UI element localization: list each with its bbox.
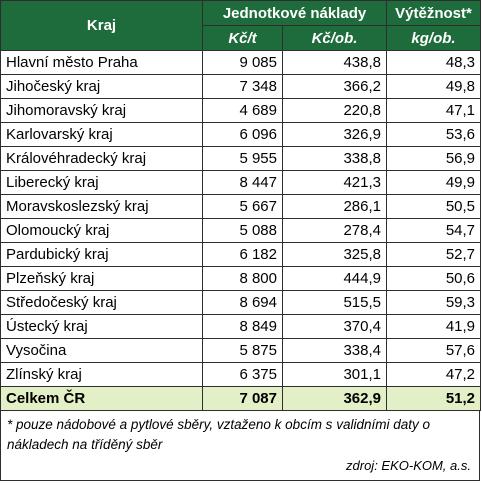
table-row xyxy=(1,339,481,363)
region-cell: Vysočina xyxy=(1,339,203,363)
table-row xyxy=(1,123,481,147)
kg-per-ob-cell: 50,5 xyxy=(387,195,481,219)
kc-per-t-cell: 8 447 xyxy=(203,171,283,195)
region-cell: Pardubický kraj xyxy=(1,243,203,267)
kc-per-t-cell: 6 182 xyxy=(203,243,283,267)
kc-per-ob-cell: 220,8 xyxy=(283,99,387,123)
kg-per-ob-cell: 59,3 xyxy=(387,291,481,315)
table-row xyxy=(1,147,481,171)
kg-per-ob-cell: 47,2 xyxy=(387,363,481,387)
footnote-box xyxy=(0,411,480,481)
kg-per-ob-cell: 50,6 xyxy=(387,267,481,291)
kc-per-ob-cell: 286,1 xyxy=(283,195,387,219)
header-kc-per-ob: Kč/ob. xyxy=(283,26,387,51)
kc-per-t-cell: 5 955 xyxy=(203,147,283,171)
kc-per-t-cell: 7 348 xyxy=(203,75,283,99)
table-header xyxy=(1,1,481,51)
table-row xyxy=(1,219,481,243)
region-cell: Liberecký kraj xyxy=(1,171,203,195)
region-cell: Moravskoslezský kraj xyxy=(1,195,203,219)
kc-per-ob-cell: 338,4 xyxy=(283,339,387,363)
kc-per-t-cell: 6 096 xyxy=(203,123,283,147)
kc-per-t-cell: 4 689 xyxy=(203,99,283,123)
kc-per-t-cell: 5 667 xyxy=(203,195,283,219)
table-row xyxy=(1,363,481,387)
header-yield: Výtěžnost* xyxy=(387,1,481,26)
kc-per-ob-cell: 326,9 xyxy=(283,123,387,147)
table-row xyxy=(1,291,481,315)
kc-per-ob-cell: 301,1 xyxy=(283,363,387,387)
region-cell: Zlínský kraj xyxy=(1,363,203,387)
footnote-text: * pouze nádobové a pytlové sběry, vztaženo k obcím s validními daty o nákladech na tříděný sběr xyxy=(7,417,430,452)
kg-per-ob-cell: 51,2 xyxy=(387,387,481,411)
region-cell: Královéhradecký kraj xyxy=(1,147,203,171)
kc-per-ob-cell: 278,4 xyxy=(283,219,387,243)
kg-per-ob-cell: 56,9 xyxy=(387,147,481,171)
kc-per-t-cell: 8 800 xyxy=(203,267,283,291)
kc-per-ob-cell: 421,3 xyxy=(283,171,387,195)
kg-per-ob-cell: 53,6 xyxy=(387,123,481,147)
kc-per-ob-cell: 366,2 xyxy=(283,75,387,99)
kc-per-ob-cell: 325,8 xyxy=(283,243,387,267)
kc-per-t-cell: 5 088 xyxy=(203,219,283,243)
region-cell: Olomoucký kraj xyxy=(1,219,203,243)
kc-per-ob-cell: 444,9 xyxy=(283,267,387,291)
region-cell: Plzeňský kraj xyxy=(1,267,203,291)
kc-per-ob-cell: 438,8 xyxy=(283,51,387,75)
region-cell: Celkem ČR xyxy=(1,387,203,411)
kc-per-t-cell: 8 694 xyxy=(203,291,283,315)
table-row xyxy=(1,51,481,75)
region-cell: Ústecký kraj xyxy=(1,315,203,339)
region-cell: Karlovarský kraj xyxy=(1,123,203,147)
kg-per-ob-cell: 41,9 xyxy=(387,315,481,339)
kg-per-ob-cell: 57,6 xyxy=(387,339,481,363)
table-row xyxy=(1,171,481,195)
total-row xyxy=(1,387,481,411)
kc-per-ob-cell: 362,9 xyxy=(283,387,387,411)
table-row xyxy=(1,99,481,123)
kg-per-ob-cell: 52,7 xyxy=(387,243,481,267)
kc-per-ob-cell: 515,5 xyxy=(283,291,387,315)
region-cell: Jihočeský kraj xyxy=(1,75,203,99)
region-cell: Hlavní město Praha xyxy=(1,51,203,75)
header-kg-per-ob: kg/ob. xyxy=(387,26,481,51)
header-kc-per-t: Kč/t xyxy=(203,26,283,51)
kc-per-t-cell: 8 849 xyxy=(203,315,283,339)
region-cell: Jihomoravský kraj xyxy=(1,99,203,123)
table-body xyxy=(1,51,481,411)
table-row xyxy=(1,243,481,267)
kg-per-ob-cell: 47,1 xyxy=(387,99,481,123)
table-row xyxy=(1,75,481,99)
kc-per-ob-cell: 370,4 xyxy=(283,315,387,339)
table-row xyxy=(1,267,481,291)
kc-per-t-cell: 5 875 xyxy=(203,339,283,363)
kc-per-t-cell: 6 375 xyxy=(203,363,283,387)
table-row xyxy=(1,315,481,339)
kg-per-ob-cell: 49,8 xyxy=(387,75,481,99)
kc-per-ob-cell: 338,8 xyxy=(283,147,387,171)
kg-per-ob-cell: 54,7 xyxy=(387,219,481,243)
table-row xyxy=(1,195,481,219)
kc-per-t-cell: 7 087 xyxy=(203,387,283,411)
region-cell: Středočeský kraj xyxy=(1,291,203,315)
kc-per-t-cell: 9 085 xyxy=(203,51,283,75)
source-text: zdroj: EKO-KOM, a.s. xyxy=(346,458,471,473)
header-unit-costs: Jednotkové náklady xyxy=(203,1,387,26)
header-region: Kraj xyxy=(1,1,203,51)
kg-per-ob-cell: 48,3 xyxy=(387,51,481,75)
kg-per-ob-cell: 49,9 xyxy=(387,171,481,195)
